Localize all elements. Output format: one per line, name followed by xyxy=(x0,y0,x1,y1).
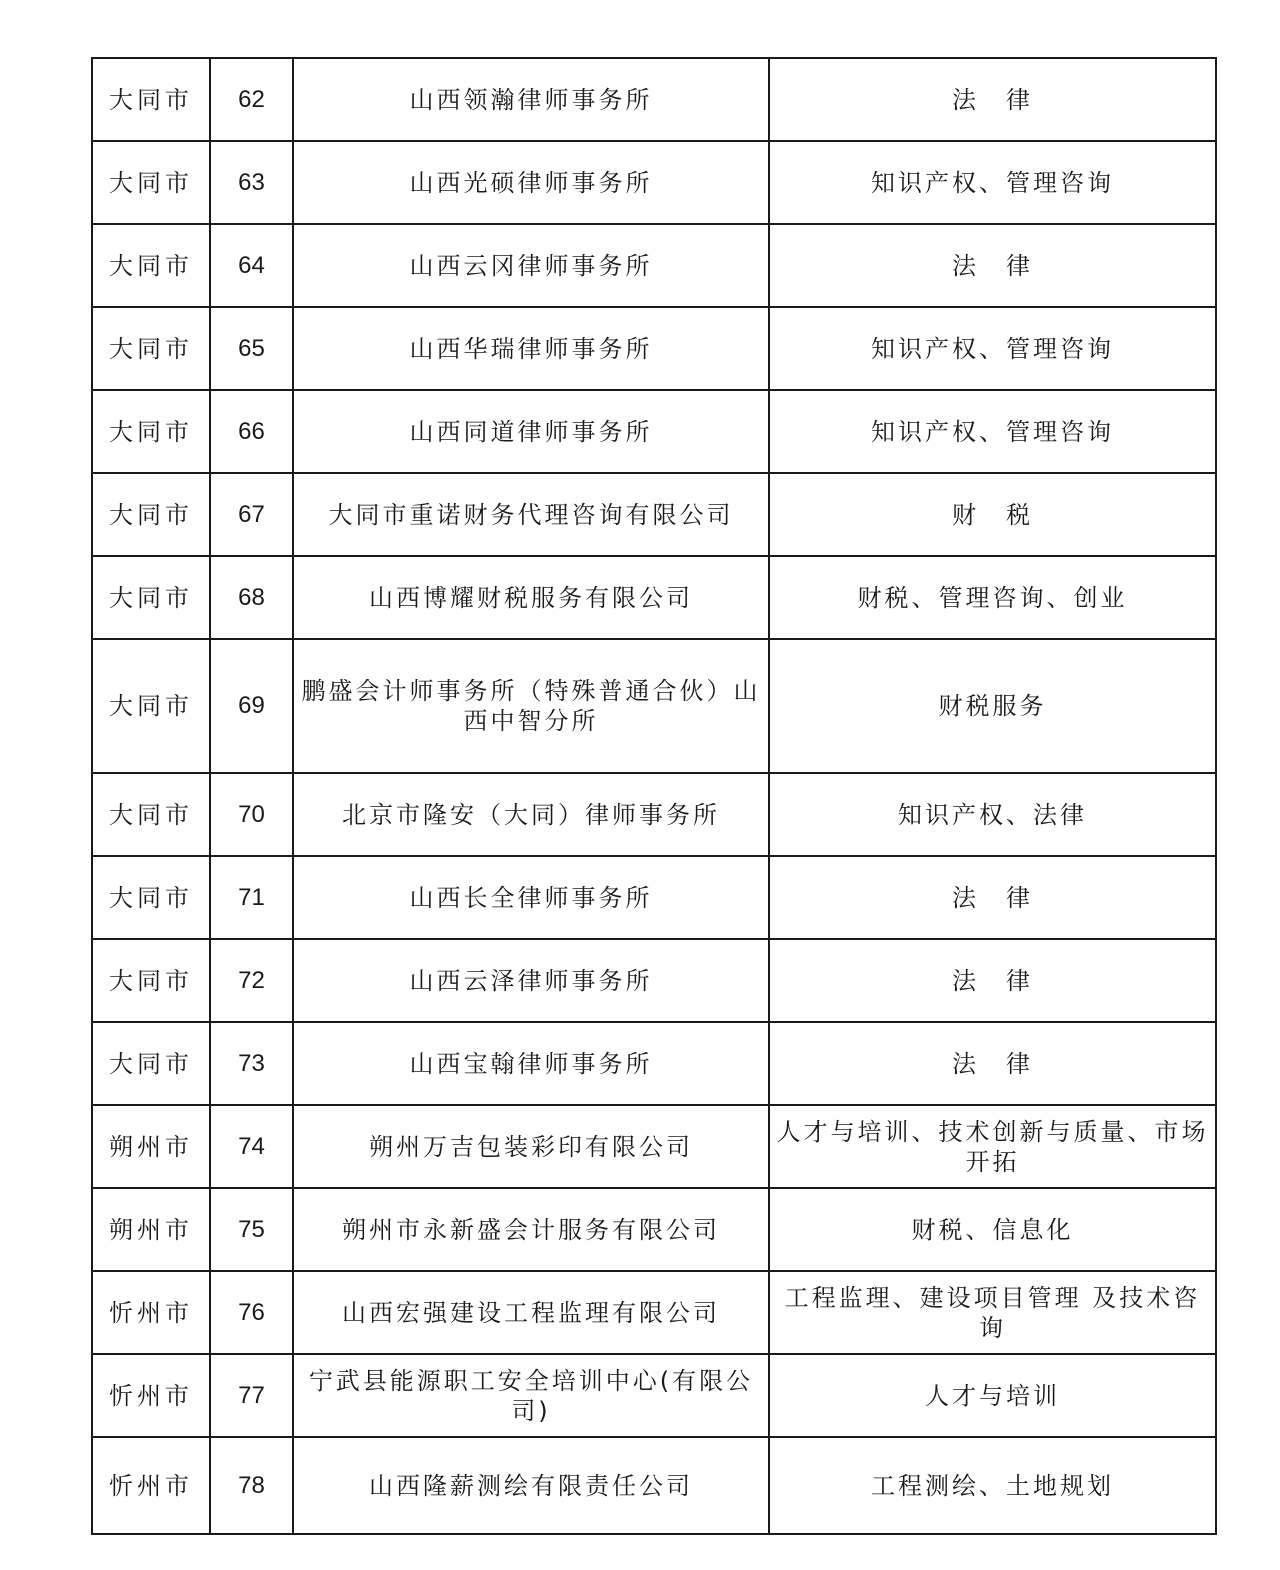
service-field-cell: 财税、管理咨询、创业 xyxy=(769,556,1216,639)
number-cell: 74 xyxy=(210,1105,293,1188)
table-row xyxy=(92,307,1216,390)
table-body xyxy=(92,58,1216,1534)
service-field-cell: 法 律 xyxy=(769,58,1216,141)
city-cell: 大同市 xyxy=(92,58,210,141)
organization-cell: 山西长全律师事务所 xyxy=(293,856,769,939)
table-row xyxy=(92,58,1216,141)
service-field-cell: 知识产权、法律 xyxy=(769,773,1216,856)
organization-cell: 山西光硕律师事务所 xyxy=(293,141,769,224)
city-cell: 大同市 xyxy=(92,307,210,390)
number-cell: 63 xyxy=(210,141,293,224)
organization-cell: 山西博耀财税服务有限公司 xyxy=(293,556,769,639)
table-row xyxy=(92,1022,1216,1105)
organization-cell: 山西宝翰律师事务所 xyxy=(293,1022,769,1105)
service-field-cell: 法 律 xyxy=(769,856,1216,939)
number-cell: 72 xyxy=(210,939,293,1022)
service-field-cell: 财 税 xyxy=(769,473,1216,556)
city-cell: 大同市 xyxy=(92,473,210,556)
number-cell: 77 xyxy=(210,1354,293,1437)
number-cell: 70 xyxy=(210,773,293,856)
number-cell: 69 xyxy=(210,639,293,773)
table-row xyxy=(92,1105,1216,1188)
organization-cell: 宁武县能源职工安全培训中心(有限公司) xyxy=(293,1354,769,1437)
city-cell: 大同市 xyxy=(92,773,210,856)
table-row xyxy=(92,390,1216,473)
organization-cell: 山西隆薪测绘有限责任公司 xyxy=(293,1437,769,1534)
number-cell: 65 xyxy=(210,307,293,390)
service-field-cell: 工程监理、建设项目管理 及技术咨询 xyxy=(769,1271,1216,1354)
service-field-cell: 法 律 xyxy=(769,224,1216,307)
table-row xyxy=(92,856,1216,939)
number-cell: 62 xyxy=(210,58,293,141)
city-cell: 大同市 xyxy=(92,1022,210,1105)
city-cell: 大同市 xyxy=(92,390,210,473)
city-cell: 忻州市 xyxy=(92,1354,210,1437)
organization-cell: 朔州市永新盛会计服务有限公司 xyxy=(293,1188,769,1271)
city-cell: 大同市 xyxy=(92,856,210,939)
table-row xyxy=(92,1437,1216,1534)
table-row xyxy=(92,141,1216,224)
service-field-cell: 人才与培训 xyxy=(769,1354,1216,1437)
number-cell: 75 xyxy=(210,1188,293,1271)
organization-cell: 山西云泽律师事务所 xyxy=(293,939,769,1022)
table-row xyxy=(92,473,1216,556)
table-row xyxy=(92,224,1216,307)
table-row xyxy=(92,639,1216,773)
organization-cell: 山西华瑞律师事务所 xyxy=(293,307,769,390)
table-row xyxy=(92,1271,1216,1354)
service-field-cell: 人才与培训、技术创新与质量、市场开拓 xyxy=(769,1105,1216,1188)
city-cell: 大同市 xyxy=(92,141,210,224)
organization-cell: 山西领瀚律师事务所 xyxy=(293,58,769,141)
city-cell: 忻州市 xyxy=(92,1437,210,1534)
service-field-cell: 工程测绘、土地规划 xyxy=(769,1437,1216,1534)
organization-cell: 鹏盛会计师事务所（特殊普通合伙）山西中智分所 xyxy=(293,639,769,773)
number-cell: 76 xyxy=(210,1271,293,1354)
organization-cell: 山西云冈律师事务所 xyxy=(293,224,769,307)
city-cell: 大同市 xyxy=(92,939,210,1022)
table-row xyxy=(92,1188,1216,1271)
service-field-cell: 知识产权、管理咨询 xyxy=(769,141,1216,224)
number-cell: 67 xyxy=(210,473,293,556)
city-cell: 大同市 xyxy=(92,639,210,773)
organization-cell: 朔州万吉包装彩印有限公司 xyxy=(293,1105,769,1188)
table-row xyxy=(92,556,1216,639)
service-provider-table xyxy=(91,57,1217,1535)
table-row xyxy=(92,1354,1216,1437)
service-field-cell: 知识产权、管理咨询 xyxy=(769,390,1216,473)
number-cell: 73 xyxy=(210,1022,293,1105)
table-row xyxy=(92,939,1216,1022)
city-cell: 朔州市 xyxy=(92,1188,210,1271)
organization-cell: 山西同道律师事务所 xyxy=(293,390,769,473)
city-cell: 朔州市 xyxy=(92,1105,210,1188)
number-cell: 78 xyxy=(210,1437,293,1534)
city-cell: 大同市 xyxy=(92,556,210,639)
organization-cell: 山西宏强建设工程监理有限公司 xyxy=(293,1271,769,1354)
table-row xyxy=(92,773,1216,856)
service-field-cell: 法 律 xyxy=(769,939,1216,1022)
number-cell: 66 xyxy=(210,390,293,473)
service-field-cell: 法 律 xyxy=(769,1022,1216,1105)
service-field-cell: 财税、信息化 xyxy=(769,1188,1216,1271)
city-cell: 大同市 xyxy=(92,224,210,307)
city-cell: 忻州市 xyxy=(92,1271,210,1354)
number-cell: 71 xyxy=(210,856,293,939)
number-cell: 64 xyxy=(210,224,293,307)
organization-cell: 大同市重诺财务代理咨询有限公司 xyxy=(293,473,769,556)
service-field-cell: 财税服务 xyxy=(769,639,1216,773)
number-cell: 68 xyxy=(210,556,293,639)
service-field-cell: 知识产权、管理咨询 xyxy=(769,307,1216,390)
organization-cell: 北京市隆安（大同）律师事务所 xyxy=(293,773,769,856)
